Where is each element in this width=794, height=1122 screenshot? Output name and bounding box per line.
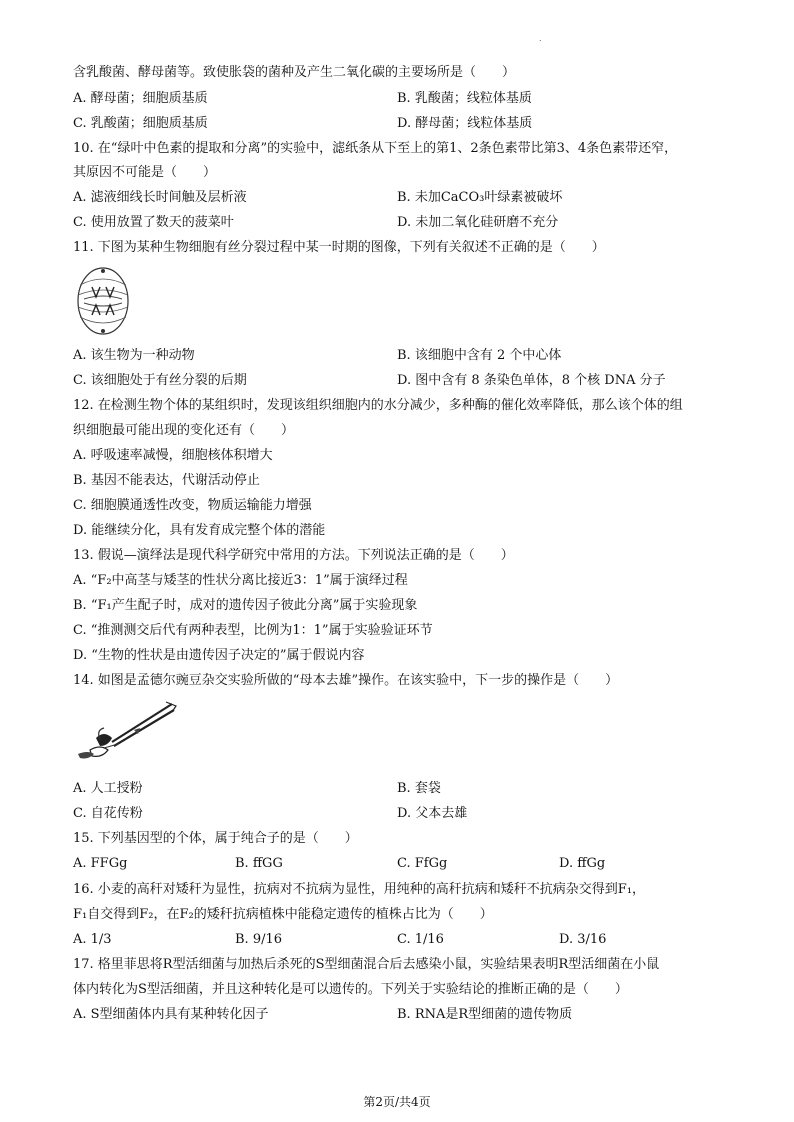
q17-option-b: B. RNA是R型细菌的遗传物质 <box>397 1007 573 1022</box>
q15-option-b: B. ffGG <box>235 856 283 871</box>
q10-option-c: C. 使用放置了数天的菠菜叶 <box>73 215 234 230</box>
q16-stem-line2: F₁自交得到F₂，在F₂的矮秆抗病植株中能稳定遗传的植株占比为（ ） <box>73 907 493 922</box>
q17-stem-line1: 17. 格里菲思将R型活细菌与加热后杀死的S型细菌混合后去感染小鼠，实验结果表明R型活细菌在小鼠 <box>73 957 660 972</box>
q17-option-a: A. S型细菌体内具有某种转化因子 <box>73 1007 269 1022</box>
q12-option-d: D. 能继续分化，具有发育成完整个体的潜能 <box>73 523 326 538</box>
mitosis-cell-figure <box>72 265 134 337</box>
q12-stem-line2: 织细胞最可能出现的变化还有（ ） <box>73 423 295 438</box>
q14-option-d: D. 父本去雄 <box>397 806 468 821</box>
q9-option-a: A. 酵母菌；细胞质基质 <box>73 91 208 106</box>
corner-mark: . <box>539 34 542 43</box>
q14-option-c: C. 自花传粉 <box>73 806 143 821</box>
q12-stem-line1: 12. 在检测生物个体的某组织时，发现该组织细胞内的水分减少，多种酶的催化效率降低，那么该个体的组 <box>73 398 683 413</box>
page-footer: 第2页/共4页 <box>363 1095 431 1109</box>
q10-option-b: B. 未加CaCO₃叶绿素被破坏 <box>397 190 563 205</box>
q16-option-a: A. 1/3 <box>73 932 112 947</box>
q10-option-a: A. 滤液细线长时间触及层析液 <box>73 190 247 205</box>
q14-option-b: B. 套袋 <box>397 781 441 796</box>
q14-option-a: A. 人工授粉 <box>73 781 143 796</box>
q9-option-b: B. 乳酸菌；线粒体基质 <box>397 91 532 106</box>
q13-option-c: C. “推测测交后代有两种表型，比例为1：1”属于实验验证环节 <box>73 623 433 638</box>
q10-option-d: D. 未加二氧化硅研磨不充分 <box>397 215 559 230</box>
q12-option-c: C. 细胞膜通透性改变，物质运输能力增强 <box>73 498 312 513</box>
q10-stem-line1: 10. 在“绿叶中色素的提取和分离”的实验中，滤纸条从下至上的第1、2条色素带比第3、4条色素带还窄， <box>73 141 678 156</box>
q9-stem: 含乳酸菌、酵母菌等。致使胀袋的菌种及产生二氧化碳的主要场所是（ ） <box>73 65 516 80</box>
q15-option-c: C. FfGg <box>397 856 448 871</box>
q11-option-c: C. 该细胞处于有丝分裂的后期 <box>73 373 247 388</box>
q14-stem: 14. 如图是孟德尔豌豆杂交实验所做的“母本去雄”操作。在该实验中，下一步的操作是（ ） <box>73 673 619 688</box>
q16-option-d: D. 3/16 <box>559 932 607 947</box>
q12-option-a: A. 呼吸速率减慢，细胞核体积增大 <box>73 448 273 463</box>
q13-option-a: A. “F₂中高茎与矮茎的性状分离比接近3：1”属于演绎过程 <box>73 573 408 588</box>
q11-option-a: A. 该生物为一种动物 <box>73 348 195 363</box>
q16-stem-line1: 16. 小麦的高秆对矮秆为显性，抗病对不抗病为显性，用纯种的高秆抗病和矮秆不抗病杂交得到F₁， <box>73 882 646 897</box>
q11-stem: 11. 下图为某种生物细胞有丝分裂过程中某一时期的图像，下列有关叙述不正确的是（ ） <box>73 240 605 255</box>
q13-stem: 13. 假说—演绎法是现代科学研究中常用的方法。下列说法正确的是（ ） <box>73 548 514 563</box>
q9-option-c: C. 乳酸菌；细胞质基质 <box>73 116 208 131</box>
q15-option-a: A. FFGg <box>73 856 128 871</box>
q17-stem-line2: 体内转化为S型活细菌，并且这种转化是可以遗传的。下列关于实验结论的推断正确的是（ ） <box>73 982 628 997</box>
q10-stem-line2: 其原因不可能是（ ） <box>73 165 217 180</box>
q15-stem: 15. 下列基因型的个体，属于纯合子的是（ ） <box>73 831 358 846</box>
q16-option-c: C. 1/16 <box>397 932 444 947</box>
q13-option-b: B. “F₁产生配子时，成对的遗传因子彼此分离”属于实验现象 <box>73 598 418 613</box>
q9-option-d: D. 酵母菌；线粒体基质 <box>397 116 533 131</box>
q12-option-b: B. 基因不能表达，代谢活动停止 <box>73 473 260 488</box>
q16-option-b: B. 9/16 <box>235 932 283 947</box>
q15-option-d: D. ffGg <box>559 856 606 871</box>
q13-option-d: D. “生物的性状是由遗传因子决定的”属于假说内容 <box>73 648 365 663</box>
q11-option-b: B. 该细胞中含有 2 个中心体 <box>397 348 562 363</box>
emasculation-tweezers-figure <box>74 700 178 762</box>
q11-option-d: D. 图中含有 8 条染色单体，8 个核 DNA 分子 <box>397 373 666 388</box>
